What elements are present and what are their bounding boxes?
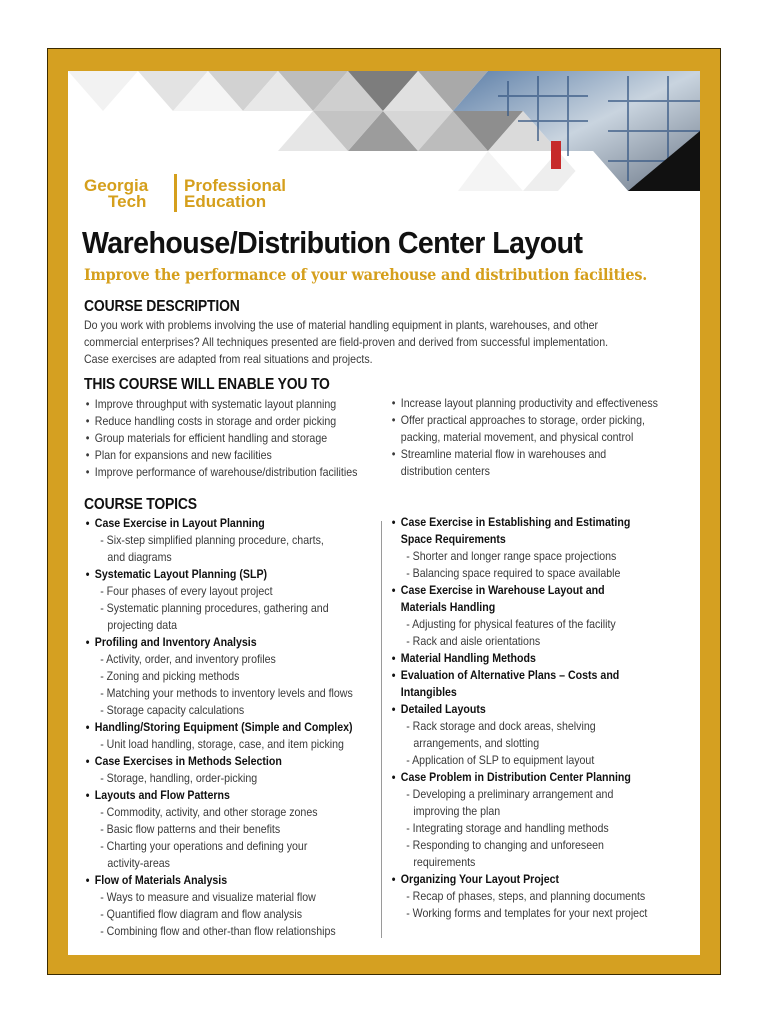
- topic-item: • Detailed Layouts: [390, 701, 660, 718]
- topic-item-continued: Intangibles: [400, 685, 457, 699]
- brochure-page: [68, 71, 700, 955]
- logo-right-line2: Education: [184, 192, 267, 211]
- topic-subitem: - Adjusting for physical features of the facility: [406, 617, 616, 631]
- course-description-heading: COURSE DESCRIPTION: [84, 298, 240, 315]
- topic-subitem: - Basic flow patterns and their benefits: [100, 822, 281, 836]
- topic-subitem: - Combining flow and other-than flow relationships: [100, 924, 336, 938]
- topic-item: • Organizing Your Layout Project: [390, 871, 660, 888]
- topic-subitem: improving the plan: [413, 804, 501, 818]
- topic-item: • Flow of Materials Analysis: [84, 872, 354, 889]
- page-title: Warehouse/Distribution Center Layout: [82, 225, 583, 260]
- column-divider: [381, 521, 382, 938]
- logo-divider: [174, 174, 177, 212]
- list-item-continued: packing, material movement, and physical control: [400, 430, 634, 444]
- course-description-text: [84, 317, 684, 368]
- page-subtitle: Improve the performance of your warehouse and distribution facilities.: [84, 265, 648, 284]
- topics-right-column: [390, 514, 690, 922]
- topic-item: • Case Exercise in Establishing and Estimating: [390, 514, 660, 531]
- list-item: • Reduce handling costs in storage and order picking: [84, 413, 354, 430]
- topic-subitem: - Ways to measure and visualize material flow: [100, 890, 316, 904]
- topic-item: • Handling/Storing Equipment (Simple and Complex): [84, 719, 354, 736]
- topic-item-continued: Space Requirements: [400, 532, 506, 546]
- topic-item: • Systematic Layout Planning (SLP): [84, 566, 354, 583]
- topic-subitem: arrangements, and slotting: [413, 736, 540, 750]
- course-topics-heading: COURSE TOPICS: [84, 496, 197, 513]
- triangle-shape: [68, 71, 138, 111]
- topic-item: • Evaluation of Alternative Plans – Costs and: [390, 667, 660, 684]
- topic-subitem: - Working forms and templates for your next project: [406, 906, 648, 920]
- topic-subitem: - Charting your operations and defining your: [100, 839, 308, 853]
- topic-subitem: - Storage capacity calculations: [100, 703, 245, 717]
- topic-subitem: projecting data: [107, 618, 178, 632]
- list-item: • Offer practical approaches to storage, order picking,: [390, 412, 660, 429]
- list-item: • Improve throughput with systematic layout planning: [84, 396, 354, 413]
- topic-subitem: - Balancing space required to space available: [406, 566, 621, 580]
- topic-subitem: - Recap of phases, steps, and planning documents: [406, 889, 646, 903]
- list-item: • Plan for expansions and new facilities: [84, 447, 354, 464]
- topic-item: • Profiling and Inventory Analysis: [84, 634, 354, 651]
- topic-subitem: - Developing a preliminary arrangement and: [406, 787, 614, 801]
- topic-subitem: - Six-step simplified planning procedure, charts,: [100, 533, 324, 547]
- topics-left-column: [84, 515, 384, 940]
- enable-list-right: [390, 395, 690, 480]
- enable-list-left: [84, 396, 384, 481]
- topic-item-continued: Materials Handling: [400, 600, 496, 614]
- list-item-continued: distribution centers: [400, 464, 490, 478]
- topic-item: • Case Problem in Distribution Center Planning: [390, 769, 660, 786]
- topic-subitem: - Rack and aisle orientations: [406, 634, 541, 648]
- topic-subitem: - Integrating storage and handling methods: [406, 821, 609, 835]
- triangle-shape: [458, 151, 523, 191]
- topic-item: • Case Exercises in Methods Selection: [84, 753, 354, 770]
- forklift-figure: [551, 141, 561, 169]
- topic-subitem: - Zoning and picking methods: [100, 669, 240, 683]
- list-item: • Increase layout planning productivity and effectiveness: [390, 395, 660, 412]
- list-item: • Group materials for efficient handling and storage: [84, 430, 354, 447]
- logo-left-line2: Tech: [108, 192, 147, 211]
- description-line: commercial enterprises? All techniques presented are field-proven and derived from successful implementation.: [84, 335, 609, 349]
- topic-item: • Material Handling Methods: [390, 650, 660, 667]
- topic-subitem: - Quantified flow diagram and flow analysis: [100, 907, 303, 921]
- topic-subitem: activity-areas: [107, 856, 170, 870]
- topic-subitem: - Unit load handling, storage, case, and item picking: [100, 737, 344, 751]
- topic-subitem: - Rack storage and dock areas, shelving: [406, 719, 596, 733]
- logo-left-line1: Georgia: [84, 176, 149, 195]
- topic-subitem: - Commodity, activity, and other storage zones: [100, 805, 318, 819]
- topic-subitem: - Shorter and longer range space projections: [406, 549, 617, 563]
- topic-subitem: - Application of SLP to equipment layout: [406, 753, 595, 767]
- topic-subitem: - Matching your methods to inventory levels and flows: [100, 686, 353, 700]
- description-line: Case exercises are adapted from real situations and projects.: [84, 352, 373, 366]
- description-line: Do you work with problems involving the use of material handling equipment in plants, warehouses, and other: [84, 318, 599, 332]
- topic-item: • Case Exercise in Warehouse Layout and: [390, 582, 660, 599]
- topic-subitem: - Responding to changing and unforeseen: [406, 838, 604, 852]
- topic-subitem: - Systematic planning procedures, gathering and: [100, 601, 329, 615]
- topic-subitem: requirements: [413, 855, 476, 869]
- list-item: • Improve performance of warehouse/distribution facilities: [84, 464, 354, 481]
- topic-subitem: and diagrams: [107, 550, 172, 564]
- georgia-tech-pe-logo: [84, 174, 324, 214]
- list-item: • Streamline material flow in warehouses and: [390, 446, 660, 463]
- logo-right-line1: Professional: [184, 176, 287, 195]
- topic-subitem: - Four phases of every layout project: [100, 584, 273, 598]
- topic-subitem: - Storage, handling, order-picking: [100, 771, 258, 785]
- enable-heading: THIS COURSE WILL ENABLE YOU TO: [84, 376, 330, 393]
- topic-subitem: - Activity, order, and inventory profiles: [100, 652, 276, 666]
- topic-item: • Case Exercise in Layout Planning: [84, 515, 354, 532]
- topic-item: • Layouts and Flow Patterns: [84, 787, 354, 804]
